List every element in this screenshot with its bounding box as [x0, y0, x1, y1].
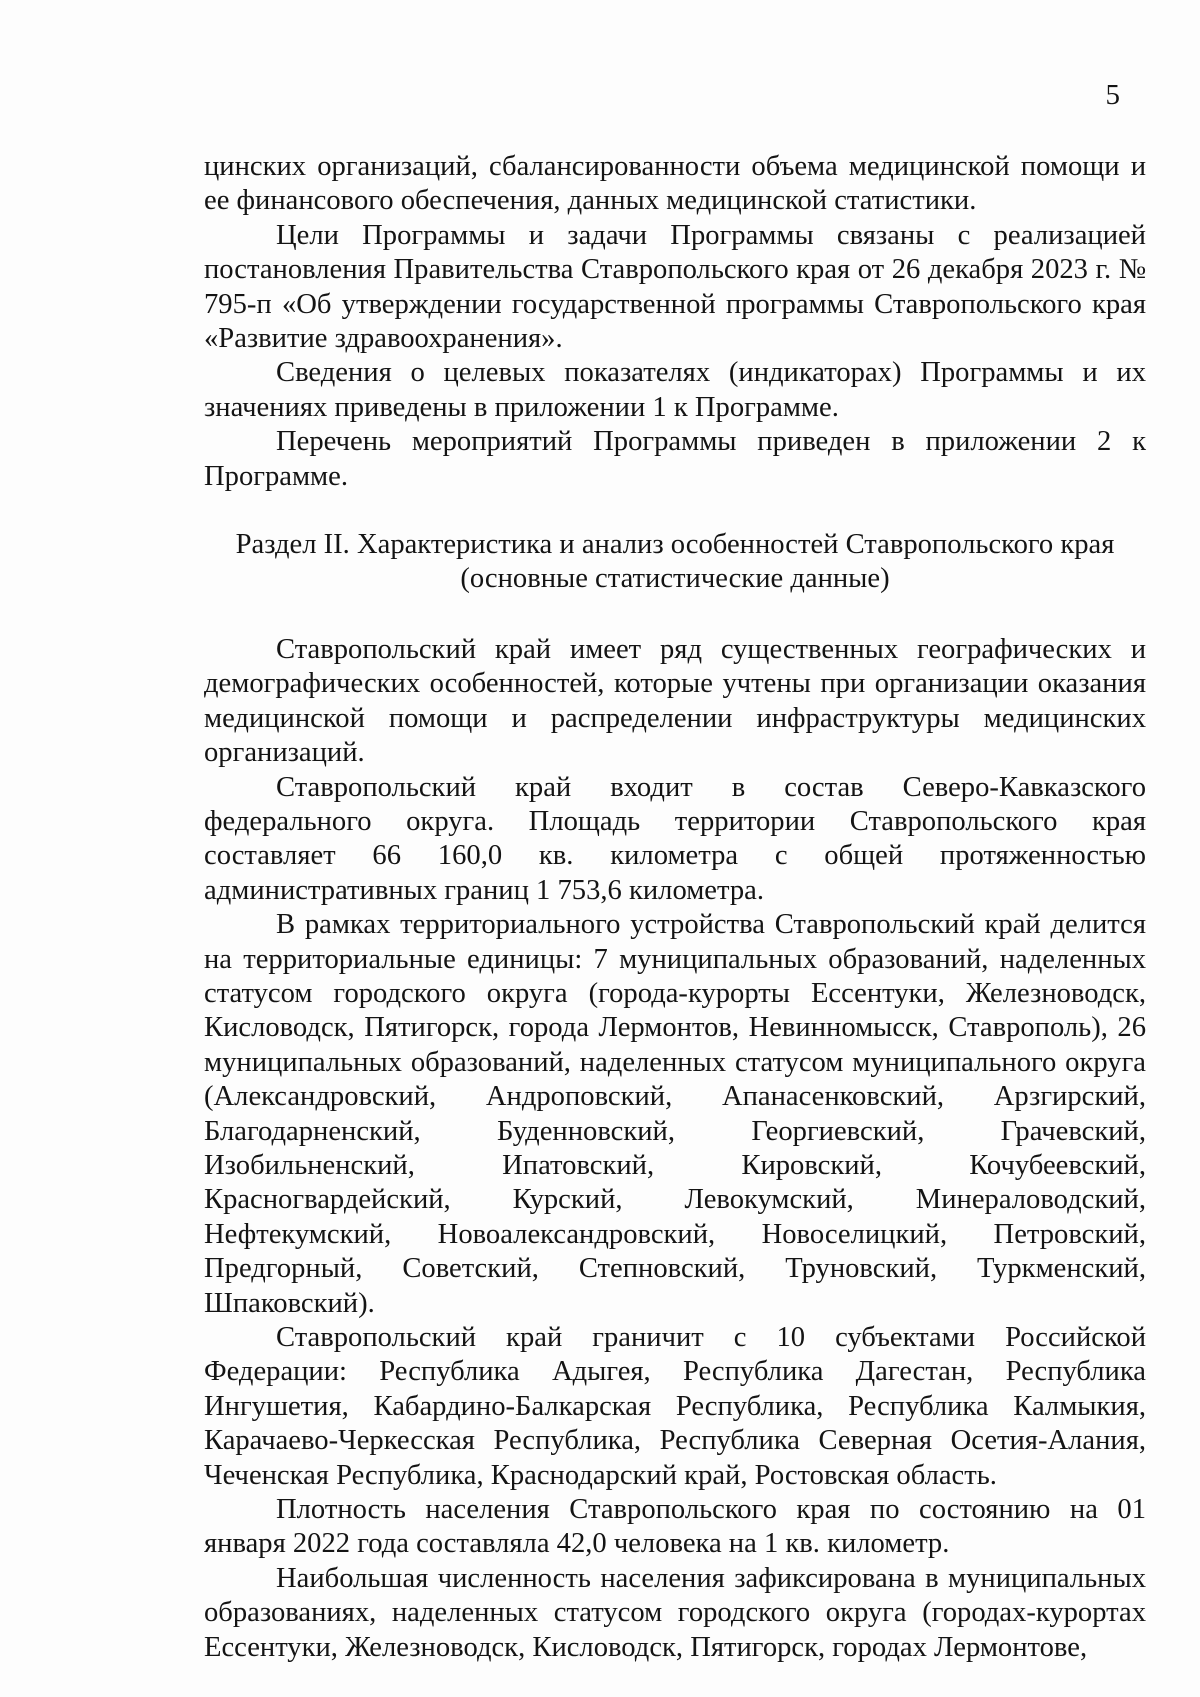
paragraph-program-goals: Цели Программы и задачи Программы связаны с реализацией постановления Правительства Ставропольского края от 26 декабря 2023 г. № 795-п «Об утверждении государственной программы Ставропольского края «Развитие здравоохранения». — [204, 219, 1146, 355]
paragraph-target-indicators: Сведения о целевых показателях (индикаторах) Программы и их значениях приведены в приложении 1 к Программе. — [204, 357, 1146, 423]
paragraph-population-density: Плотность населения Ставропольского края по состоянию на 01 января 2022 года составляла 42,0 человека на 1 кв. километр. — [204, 1494, 1146, 1560]
section-heading — [204, 528, 1146, 597]
document-body — [204, 150, 1146, 1665]
paragraph-activities-list: Перечень мероприятий Программы приведен в приложении 2 к Программе. — [204, 426, 1146, 492]
section-heading-line-1: Раздел II. Характеристика и анализ особенностей Ставропольского края — [235, 529, 1115, 561]
paragraph-territorial-structure: В рамках территориального устройства Ставропольский край делится на территориальные единицы: 7 муниципальных образований, наделенных статусом городского округа (города-курорты Ессентуки, Железноводск, Кисловодск, Пятигорск, города Лермонтов, Невинномысск, Ставрополь), 26 муниципальных образований, наделенных статусом муниципального округа (Александровский, Андроповский, Апанасенковский, Арзгирский, Благодарненский, Буденновский, Георгиевский, Грачевский, Изобильненский, Ипатовский, Кировский, Кочубеевский, Красногвардейский, Курский, Левокумский, Минераловодский, Нефтекумский, Новоалександровский, Новоселицкий, Петровский, Предгорный, Советский, Степновский, Труновский, Туркменский, Шпаковский). — [204, 909, 1146, 1319]
paragraph-federal-district: Ставропольский край входит в состав Северо-Кавказского федерального округа. Площадь территории Ставропольского края составляет 66 160,0 кв. километра с общей протяженностью административных границ 1 753,6 километра. — [204, 771, 1146, 906]
section-heading-line-2: (основные статистические данные) — [460, 563, 890, 595]
paragraph-borders: Ставропольский край граничит с 10 субъектами Российской Федерации: Республика Адыгея, Республика Дагестан, Республика Ингушетия, Кабардино-Балкарская Республика, Республика Калмыкия, Карачаево-Черкесская Республика, Республика Северная Осетия-Алания, Чеченская Республика, Краснодарский край, Ростовская область. — [204, 1322, 1146, 1491]
paragraph-continued: цинских организаций, сбалансированности объема медицинской помощи и ее финансового обеспечения, данных медицинской статистики. — [204, 151, 1146, 217]
page-number: 5 — [1105, 79, 1120, 111]
paragraph-population-distribution: Наибольшая численность населения зафиксирована в муниципальных образованиях, наделенных статусом городского округа (городах-курортах Ессентуки, Железноводск, Кисловодск, Пятигорск, городах Лермонтове, — [204, 1562, 1146, 1663]
paragraph-geography: Ставропольский край имеет ряд существенных географических и демографических особенностей, которые учтены при организации оказания медицинской помощи и распределении инфраструктуры медицинских организаций. — [204, 633, 1146, 769]
